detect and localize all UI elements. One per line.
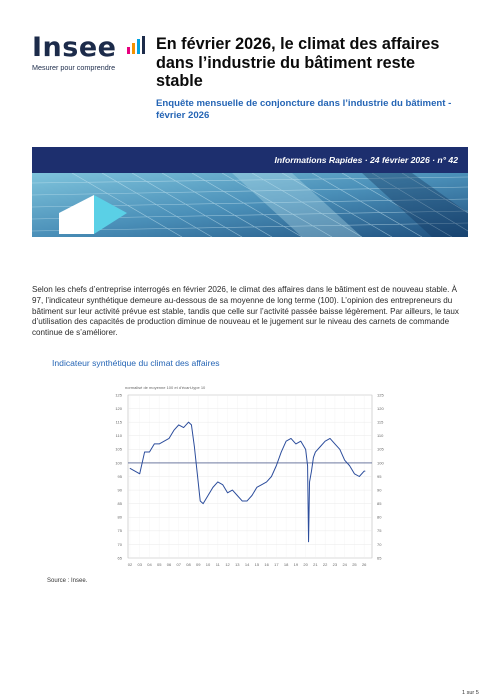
page-number: 1 sur 5 bbox=[462, 690, 479, 696]
data-point bbox=[227, 493, 228, 494]
data-point bbox=[354, 474, 355, 475]
x-tick-label: 21 bbox=[313, 562, 318, 567]
x-tick-label: 10 bbox=[205, 562, 211, 567]
data-point bbox=[286, 441, 287, 442]
x-tick-label: 16 bbox=[264, 562, 269, 567]
data-point bbox=[301, 441, 302, 442]
y-tick-label-right: 120 bbox=[377, 405, 384, 411]
y-tick-label-right: 70 bbox=[377, 541, 382, 547]
data-point bbox=[237, 495, 238, 496]
data-point bbox=[325, 441, 326, 442]
data-point bbox=[315, 452, 316, 453]
data-point bbox=[213, 487, 214, 488]
x-tick-label: 05 bbox=[157, 562, 162, 567]
y-tick-label-left: 70 bbox=[117, 541, 122, 547]
data-point bbox=[281, 452, 282, 453]
data-point bbox=[191, 425, 192, 426]
data-point bbox=[309, 482, 310, 483]
data-point bbox=[200, 501, 201, 502]
x-tick-label: 09 bbox=[196, 562, 201, 567]
data-point bbox=[135, 471, 136, 472]
data-point bbox=[188, 422, 189, 423]
y-tick-label-left: 110 bbox=[115, 433, 122, 439]
data-point bbox=[364, 471, 365, 472]
y-tick-label-right: 65 bbox=[377, 555, 382, 561]
data-point bbox=[197, 474, 198, 475]
data-point bbox=[183, 427, 184, 428]
chart-title: Indicateur synthétique du climat des affaires bbox=[52, 358, 220, 368]
x-tick-label: 26 bbox=[361, 562, 367, 567]
data-point bbox=[149, 452, 150, 453]
y-tick-label-right: 95 bbox=[377, 473, 382, 479]
source-note: Source : Insee. bbox=[47, 578, 88, 584]
data-point bbox=[139, 474, 140, 475]
data-point bbox=[330, 438, 331, 439]
data-point bbox=[276, 465, 277, 466]
data-point bbox=[266, 482, 267, 483]
data-point bbox=[169, 438, 170, 439]
y-tick-label-right: 75 bbox=[377, 528, 382, 534]
y-tick-label-left: 125 bbox=[115, 392, 122, 398]
data-point bbox=[174, 430, 175, 431]
x-tick-label: 24 bbox=[342, 562, 347, 567]
x-tick-label: 20 bbox=[303, 562, 308, 567]
y-tick-label-right: 105 bbox=[377, 446, 384, 452]
y-tick-label-right: 110 bbox=[377, 433, 384, 439]
y-tick-label-right: 85 bbox=[377, 501, 382, 507]
data-point bbox=[194, 446, 195, 447]
chart-caption: normalisé de moyenne 100 et d’écart-type 10 bbox=[125, 385, 206, 390]
y-tick-label-left: 95 bbox=[117, 473, 122, 479]
y-tick-label-left: 90 bbox=[117, 487, 122, 493]
x-tick-label: 17 bbox=[274, 562, 279, 567]
x-tick-label: 25 bbox=[352, 562, 357, 567]
x-tick-label: 02 bbox=[127, 562, 133, 567]
data-point bbox=[320, 446, 321, 447]
y-tick-label-left: 105 bbox=[115, 446, 122, 452]
y-tick-label-left: 100 bbox=[115, 460, 122, 466]
data-point bbox=[130, 468, 131, 469]
data-point bbox=[340, 449, 341, 450]
insee-logo[interactable] bbox=[32, 34, 142, 74]
x-tick-label: 14 bbox=[244, 562, 250, 567]
data-point bbox=[252, 495, 253, 496]
data-point bbox=[344, 460, 345, 461]
data-point bbox=[335, 444, 336, 445]
y-tick-label-left: 85 bbox=[117, 501, 122, 507]
data-point bbox=[296, 444, 297, 445]
data-point bbox=[311, 471, 312, 472]
data-point bbox=[271, 476, 272, 477]
data-point bbox=[247, 501, 248, 502]
publication-banner bbox=[32, 147, 468, 173]
data-point bbox=[307, 465, 308, 466]
page-subtitle: Enquête mensuelle de conjoncture dans l’industrie du bâtiment - février 2026 bbox=[156, 98, 452, 121]
data-point bbox=[261, 484, 262, 485]
x-tick-label: 13 bbox=[235, 562, 240, 567]
y-tick-label-right: 115 bbox=[377, 419, 384, 425]
data-point bbox=[218, 482, 219, 483]
x-tick-label: 18 bbox=[283, 562, 289, 567]
y-tick-label-right: 100 bbox=[377, 460, 384, 466]
y-tick-label-left: 115 bbox=[115, 419, 122, 425]
y-tick-label-left: 75 bbox=[117, 528, 122, 534]
y-tick-label-left: 120 bbox=[115, 405, 122, 411]
y-tick-label-left: 80 bbox=[117, 514, 122, 520]
lead-paragraph: Selon les chefs d’entreprise interrogés en février 2026, le climat des affaires dans le bâtiment est de nouveau stable. À 97, l’indicateur synthétique demeure au-dessous de sa moyenne de long terme (100). L’opinion des entrepreneurs du bâtiment sur leur activité prévue est stable, tandis que celle sur l’activité passée baisse légèrement. Par ailleurs, le taux d’utilisation des capacités de production diminue de nouveau et le jugement sur le niveau des carnets de commande continue de s’améliorer. bbox=[32, 285, 459, 338]
data-point bbox=[349, 465, 350, 466]
x-tick-label: 19 bbox=[293, 562, 299, 567]
data-point bbox=[242, 501, 243, 502]
data-point bbox=[291, 438, 292, 439]
data-point bbox=[257, 487, 258, 488]
climate-indicator-line bbox=[130, 422, 365, 542]
business-climate-chart bbox=[110, 383, 390, 575]
publication-label: Informations Rapides · 24 février 2026 · n° 42 bbox=[274, 155, 458, 165]
data-point bbox=[222, 484, 223, 485]
data-point bbox=[305, 449, 306, 450]
data-point bbox=[313, 457, 314, 458]
x-tick-label: 08 bbox=[186, 562, 191, 567]
x-tick-label: 03 bbox=[137, 562, 142, 567]
y-tick-label-right: 90 bbox=[377, 487, 382, 493]
x-tick-label: 23 bbox=[332, 562, 338, 567]
y-tick-label-right: 80 bbox=[377, 514, 382, 520]
x-tick-label: 12 bbox=[225, 562, 230, 567]
logo-bars-icon bbox=[127, 36, 147, 54]
building-glass-illustration bbox=[32, 173, 468, 237]
data-point bbox=[365, 471, 366, 472]
x-tick-label: 04 bbox=[147, 562, 152, 567]
data-point bbox=[164, 441, 165, 442]
page-title: En février 2026, le climat des affaires dans l’industrie du bâtiment reste stable bbox=[156, 35, 440, 90]
data-point bbox=[144, 452, 145, 453]
data-point bbox=[308, 541, 309, 542]
data-point bbox=[232, 490, 233, 491]
x-tick-label: 07 bbox=[176, 562, 181, 567]
data-point bbox=[203, 503, 204, 504]
data-point bbox=[159, 444, 160, 445]
x-tick-label: 06 bbox=[166, 562, 172, 567]
x-tick-label: 11 bbox=[215, 562, 220, 567]
data-point bbox=[154, 444, 155, 445]
banner-image bbox=[32, 173, 468, 237]
x-tick-label: 22 bbox=[322, 562, 328, 567]
y-tick-label-left: 65 bbox=[117, 555, 122, 561]
data-point bbox=[179, 425, 180, 426]
y-tick-label-right: 125 bbox=[377, 392, 384, 398]
data-point bbox=[359, 476, 360, 477]
data-point bbox=[208, 495, 209, 496]
logo-wordmark: Insee bbox=[32, 32, 117, 63]
logo-tagline: Mesurer pour comprendre bbox=[32, 63, 116, 72]
x-tick-label: 15 bbox=[254, 562, 260, 567]
